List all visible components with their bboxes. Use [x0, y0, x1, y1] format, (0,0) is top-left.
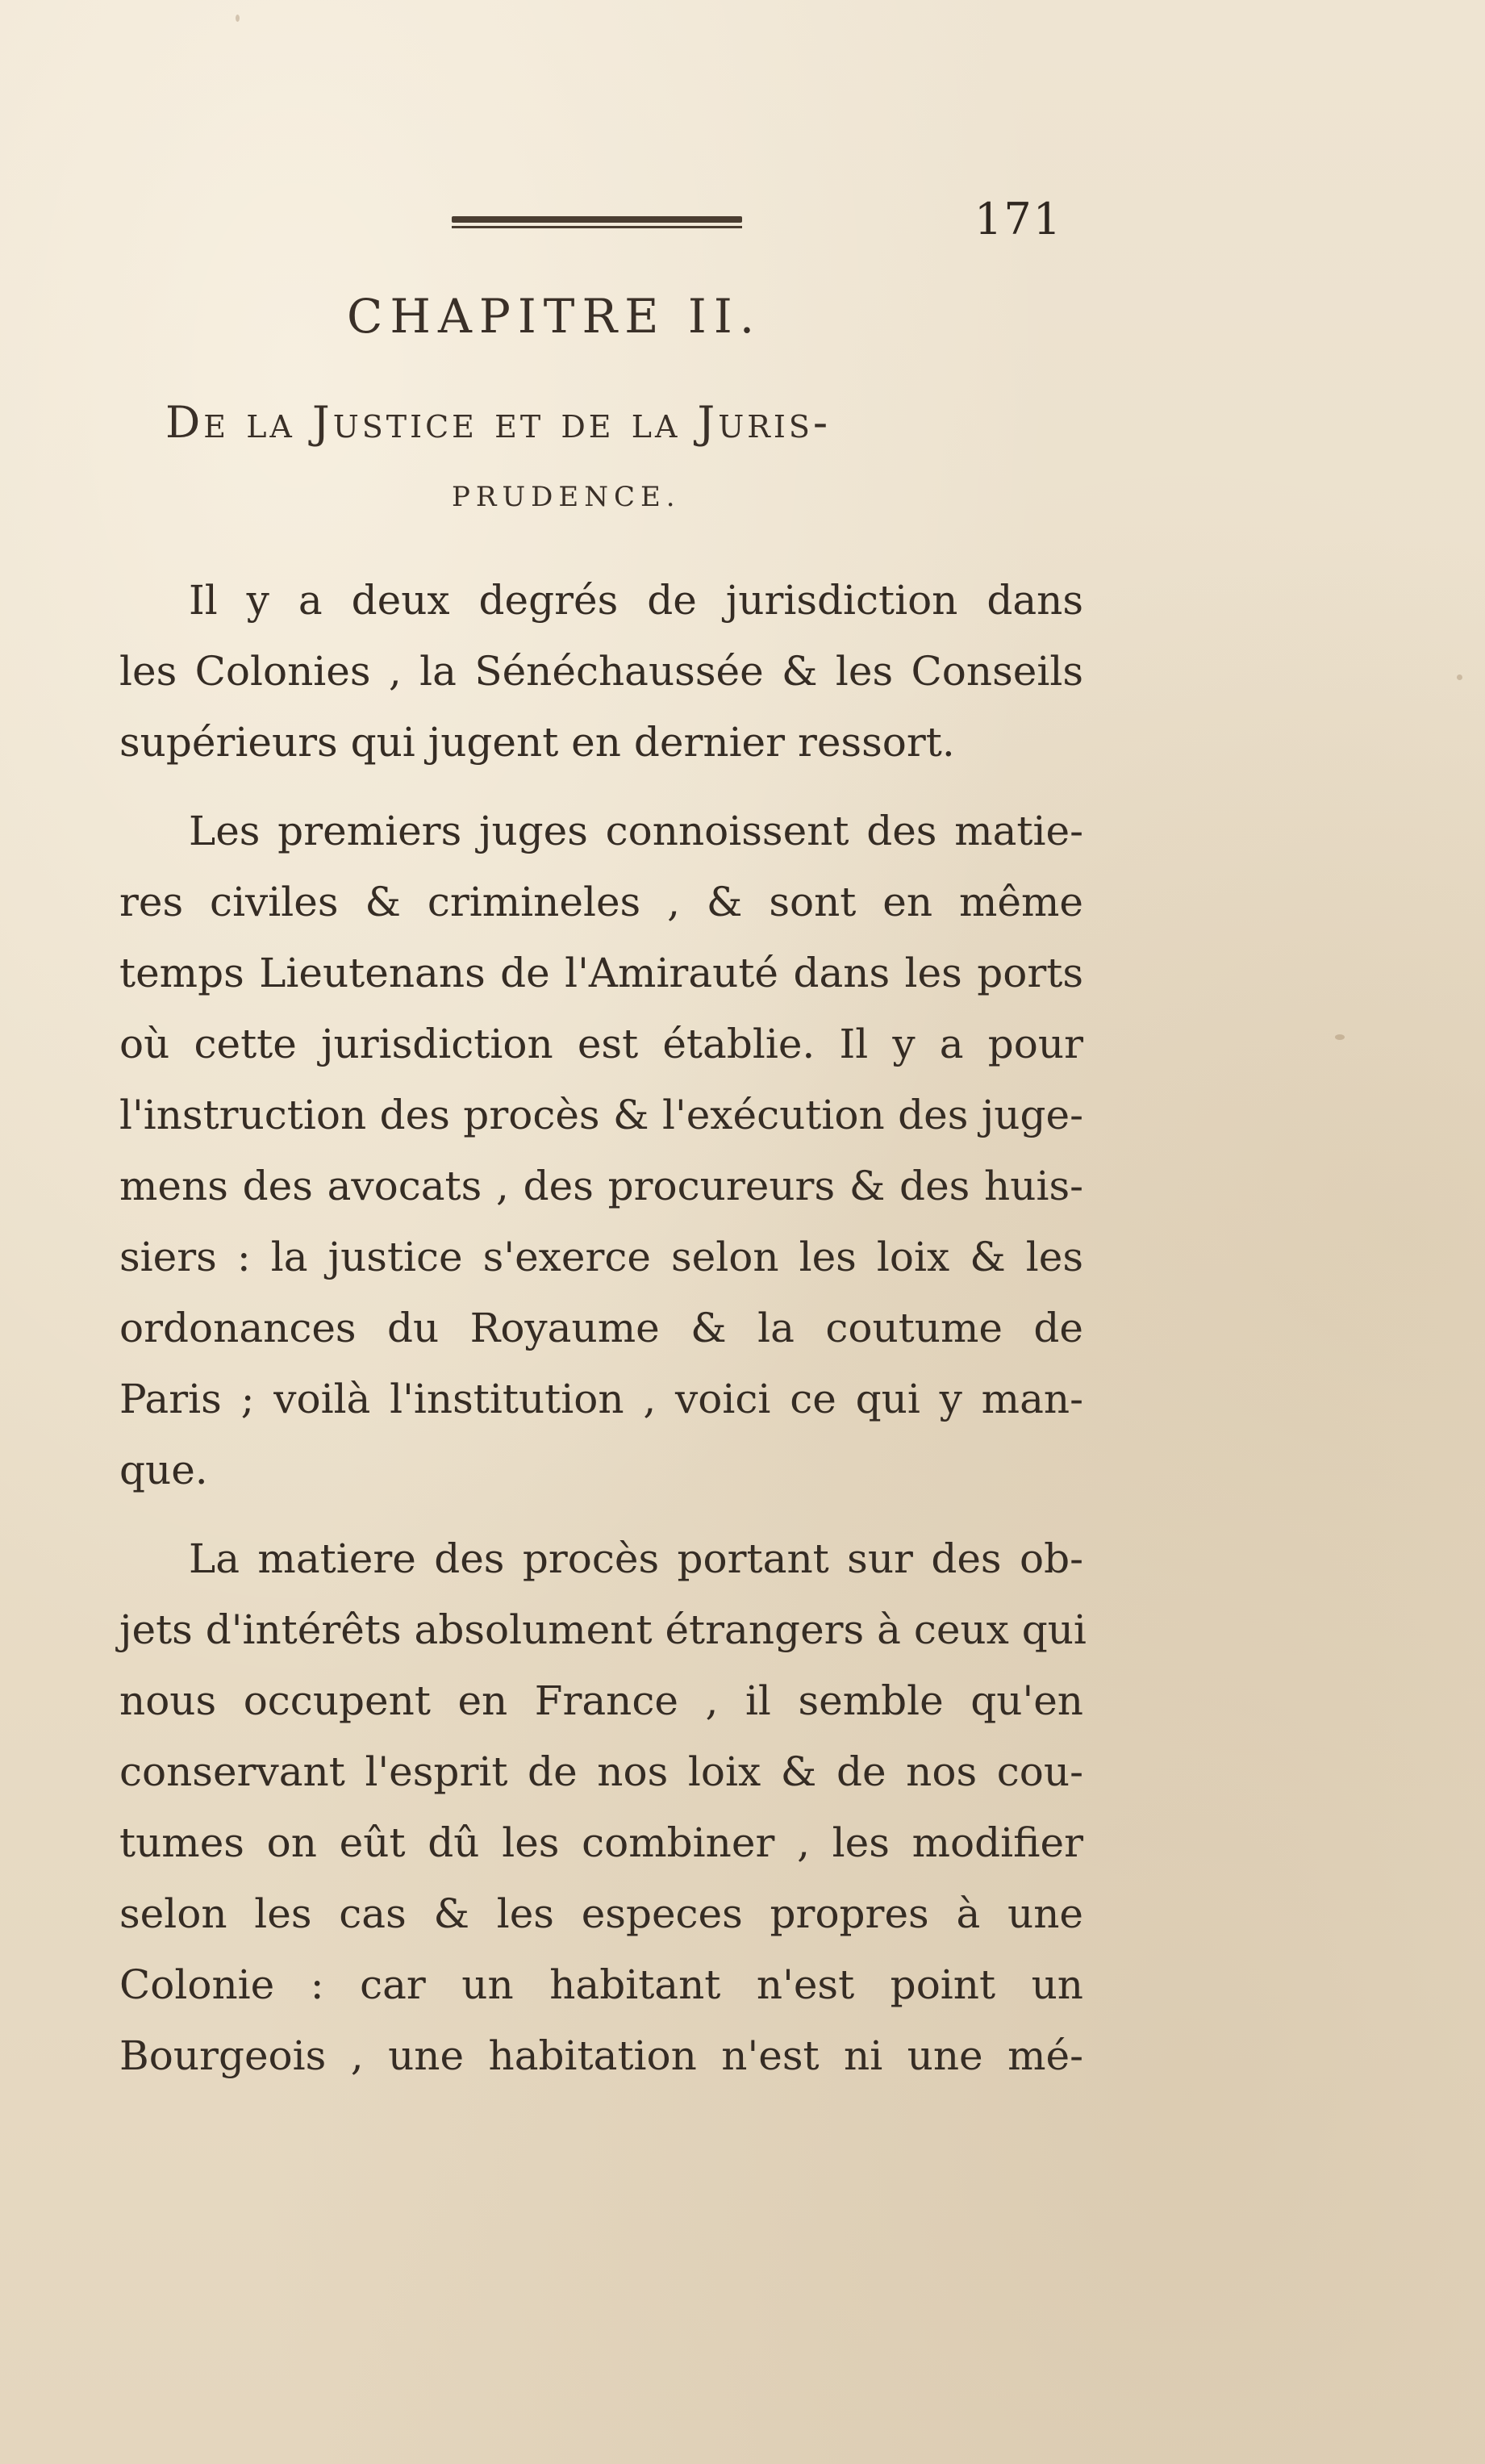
text-line: que.	[119, 1447, 208, 1493]
text-line: Colonie : car un habitant n'est point un	[119, 1961, 1083, 2008]
paper-spot	[236, 15, 240, 22]
text-line: nous occupent en France , il semble qu'en	[119, 1677, 1083, 1724]
text-line: jets d'intérêts absolument étrangers à ceux qui	[119, 1606, 1087, 1653]
body-text	[119, 565, 1087, 2091]
header-rule-thin	[452, 226, 742, 228]
text-line: Paris ; voilà l'institution , voici ce qui y man-	[119, 1376, 1083, 1422]
chapter-title: CHAPITRE II.	[347, 289, 762, 344]
text-line: conservant l'esprit de nos loix & de nos cou-	[119, 1748, 1083, 1795]
text-line: les Colonies , la Sénéchaussée & les Conseils	[119, 648, 1083, 695]
text-line: Il y a deux degrés de jurisdiction dans	[189, 577, 1083, 624]
paper-spot	[1457, 674, 1462, 680]
text-line: La matiere des procès portant sur des ob-	[189, 1535, 1083, 1582]
section-title-line-1: De la Justice et de la Juris-	[165, 397, 832, 448]
paragraph-gap	[119, 778, 1083, 796]
text-line: supérieurs qui jugent en dernier ressort.	[119, 719, 955, 766]
text-line: tumes on eût dû les combiner , les modifier	[119, 1819, 1083, 1866]
text-line: siers : la justice s'exerce selon les loix & les	[119, 1234, 1083, 1280]
paper-spot	[1335, 1034, 1345, 1040]
page-number: 171	[974, 194, 1063, 244]
text-line: mens des avocats , des procureurs & des huis-	[119, 1163, 1083, 1209]
text-line: ordonances du Royaume & la coutume de	[119, 1305, 1083, 1351]
section-title-line-2: PRUDENCE.	[452, 481, 681, 513]
text-line: temps Lieutenans de l'Amirauté dans les ports	[119, 950, 1083, 996]
text-line: Bourgeois , une habitation n'est ni une mé-	[119, 2032, 1083, 2079]
paragraph-gap	[119, 1506, 1083, 1523]
text-line: l'instruction des procès & l'exécution des juge-	[119, 1092, 1083, 1138]
text-line: res civiles & crimineles , & sont en même	[119, 879, 1083, 925]
header-rule-thick	[452, 216, 742, 223]
header-rule	[452, 216, 742, 229]
text-line: selon les cas & les especes propres à une	[119, 1890, 1083, 1937]
text-line: Les premiers juges connoissent des matie-	[189, 808, 1083, 854]
text-line: où cette jurisdiction est établie. Il y a pour	[119, 1021, 1083, 1067]
